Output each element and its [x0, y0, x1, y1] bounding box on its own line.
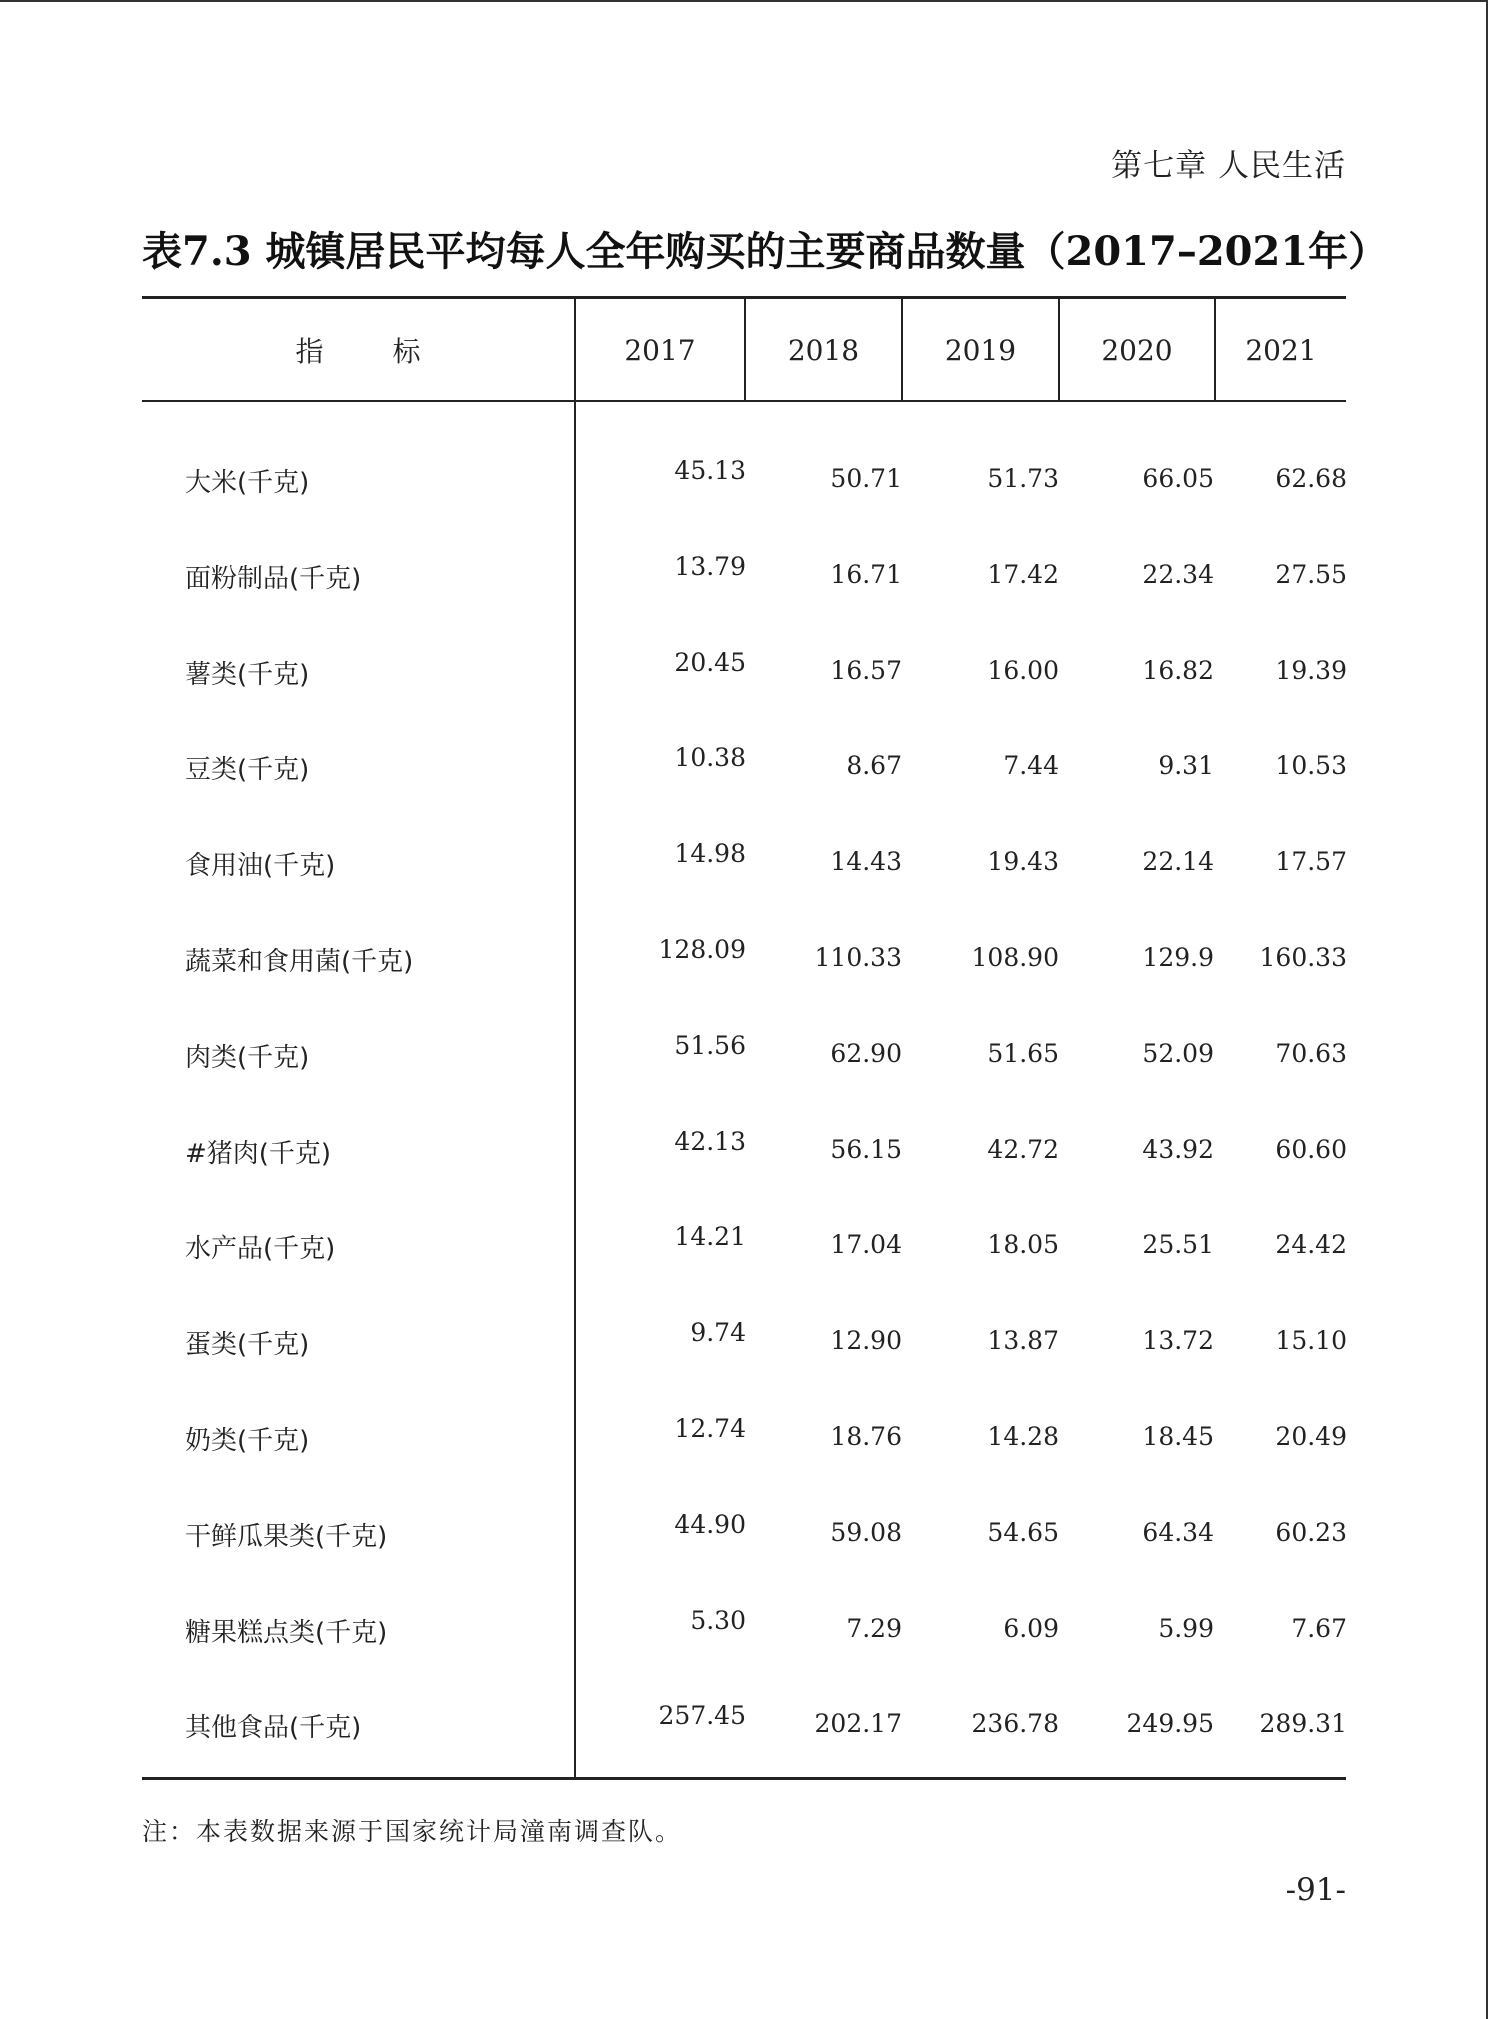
cell-2017: 14.98	[674, 839, 746, 868]
header-indicator: 指 标	[295, 335, 421, 368]
row-label: 糖果糕点类(千克)	[185, 1618, 388, 1648]
cell-2018: 17.04	[830, 1230, 902, 1259]
cell-2018: 18.76	[830, 1422, 902, 1451]
table-row	[0, 1582, 1488, 1678]
cell-2018: 16.71	[830, 560, 902, 589]
row-label: 食用油(千克)	[185, 851, 336, 881]
cell-2021: 20.49	[1275, 1422, 1347, 1451]
cell-2017: 12.74	[674, 1414, 746, 1443]
cell-2017: 13.79	[674, 552, 746, 581]
cell-2020: 129.9	[1142, 943, 1214, 972]
header-year-2018: 2018	[787, 333, 860, 367]
cell-2020: 22.14	[1142, 847, 1214, 876]
cell-2018: 62.90	[830, 1039, 902, 1068]
cell-2021: 17.57	[1275, 847, 1347, 876]
table-header-rule	[142, 400, 1346, 402]
table-title: 表7.3 城镇居民平均每人全年购买的主要商品数量（2017–2021年）	[142, 228, 1389, 275]
cell-2018: 56.15	[830, 1135, 902, 1164]
cell-2020: 13.72	[1142, 1326, 1214, 1355]
cell-2019: 54.65	[987, 1518, 1059, 1547]
cell-2021: 27.55	[1275, 560, 1347, 589]
cell-2020: 18.45	[1142, 1422, 1214, 1451]
table-row	[0, 1103, 1488, 1199]
cell-2017: 42.13	[674, 1127, 746, 1156]
cell-2018: 12.90	[830, 1326, 902, 1355]
chapter-header: 第七章 人民生活	[1111, 148, 1346, 184]
cell-2018: 50.71	[830, 464, 902, 493]
cell-2021: 60.60	[1275, 1135, 1347, 1164]
cell-2019: 6.09	[1003, 1614, 1059, 1643]
row-label: 奶类(千克)	[185, 1426, 310, 1456]
cell-2021: 289.31	[1259, 1709, 1347, 1738]
page-top-border	[0, 0, 1488, 2]
cell-2021: 10.53	[1275, 751, 1347, 780]
table-row	[0, 1294, 1488, 1390]
cell-2018: 8.67	[846, 751, 902, 780]
cell-2021: 15.10	[1275, 1326, 1347, 1355]
table-row	[0, 1677, 1488, 1773]
cell-2020: 22.34	[1142, 560, 1214, 589]
cell-2018: 110.33	[814, 943, 902, 972]
cell-2019: 42.72	[987, 1135, 1059, 1164]
cell-2021: 62.68	[1275, 464, 1347, 493]
cell-2019: 19.43	[987, 847, 1059, 876]
header-year-2020: 2020	[1101, 333, 1173, 367]
table-row	[0, 528, 1488, 624]
header-year-2017: 2017	[624, 333, 696, 367]
cell-2020: 52.09	[1142, 1039, 1214, 1068]
cell-2020: 25.51	[1142, 1230, 1214, 1259]
source-note: 注：本表数据来源于国家统计局潼南调查队。	[142, 1817, 683, 1846]
cell-2018: 16.57	[830, 656, 902, 685]
cell-2019: 51.65	[987, 1039, 1059, 1068]
cell-2021: 24.42	[1275, 1230, 1347, 1259]
cell-2019: 108.90	[971, 943, 1059, 972]
cell-2017: 45.13	[674, 456, 746, 485]
cell-2020: 43.92	[1142, 1135, 1214, 1164]
row-label: 干鲜瓜果类(千克)	[185, 1522, 388, 1552]
cell-2020: 66.05	[1142, 464, 1214, 493]
cell-2019: 7.44	[1003, 751, 1059, 780]
cell-2017: 20.45	[674, 648, 746, 677]
table-row	[0, 911, 1488, 1007]
row-label: 其他食品(千克)	[185, 1713, 362, 1743]
cell-2021: 19.39	[1275, 656, 1347, 685]
table-row	[0, 719, 1488, 815]
cell-2019: 51.73	[987, 464, 1059, 493]
header-year-2019: 2019	[944, 333, 1017, 367]
table-row	[0, 1198, 1488, 1294]
row-label: 面粉制品(千克)	[185, 564, 362, 594]
cell-2020: 64.34	[1142, 1518, 1214, 1547]
cell-2021: 160.33	[1259, 943, 1347, 972]
page-number: -91-	[1285, 1872, 1346, 1908]
cell-2020: 249.95	[1126, 1709, 1214, 1738]
cell-2021: 7.67	[1291, 1614, 1347, 1643]
table-row	[0, 815, 1488, 911]
table-row	[0, 1007, 1488, 1103]
table-row	[0, 432, 1488, 528]
cell-2017: 9.74	[690, 1318, 746, 1347]
row-label: 薯类(千克)	[185, 660, 310, 690]
row-label: #猪肉(千克)	[185, 1139, 332, 1169]
cell-2017: 44.90	[674, 1510, 746, 1539]
cell-2019: 18.05	[987, 1230, 1059, 1259]
cell-2018: 14.43	[830, 847, 902, 876]
row-label: 蛋类(千克)	[185, 1330, 310, 1360]
header-year-2021: 2021	[1245, 333, 1317, 367]
cell-2020: 16.82	[1142, 656, 1214, 685]
cell-2021: 60.23	[1275, 1518, 1347, 1547]
cell-2019: 236.78	[971, 1709, 1059, 1738]
cell-2017: 5.30	[690, 1606, 746, 1635]
cell-2017: 51.56	[674, 1031, 746, 1060]
cell-2017: 257.45	[658, 1701, 746, 1730]
cell-2019: 14.28	[987, 1422, 1059, 1451]
cell-2018: 202.17	[814, 1709, 902, 1738]
cell-2017: 10.38	[674, 743, 746, 772]
cell-2017: 14.21	[674, 1222, 746, 1251]
row-label: 大米(千克)	[185, 468, 310, 498]
row-label: 水产品(千克)	[185, 1234, 336, 1264]
row-label: 肉类(千克)	[185, 1043, 310, 1073]
cell-2019: 16.00	[987, 656, 1059, 685]
table-row	[0, 1486, 1488, 1582]
cell-2020: 9.31	[1158, 751, 1214, 780]
cell-2019: 13.87	[987, 1326, 1059, 1355]
row-label: 蔬菜和食用菌(千克)	[185, 947, 414, 977]
table-row	[0, 1390, 1488, 1486]
row-label: 豆类(千克)	[185, 755, 310, 785]
cell-2019: 17.42	[987, 560, 1059, 589]
cell-2020: 5.99	[1158, 1614, 1214, 1643]
table-row	[0, 624, 1488, 720]
cell-2018: 59.08	[830, 1518, 902, 1547]
cell-2017: 128.09	[658, 935, 746, 964]
cell-2018: 7.29	[846, 1614, 902, 1643]
table-bottom-rule	[142, 1777, 1346, 1780]
cell-2021: 70.63	[1275, 1039, 1347, 1068]
